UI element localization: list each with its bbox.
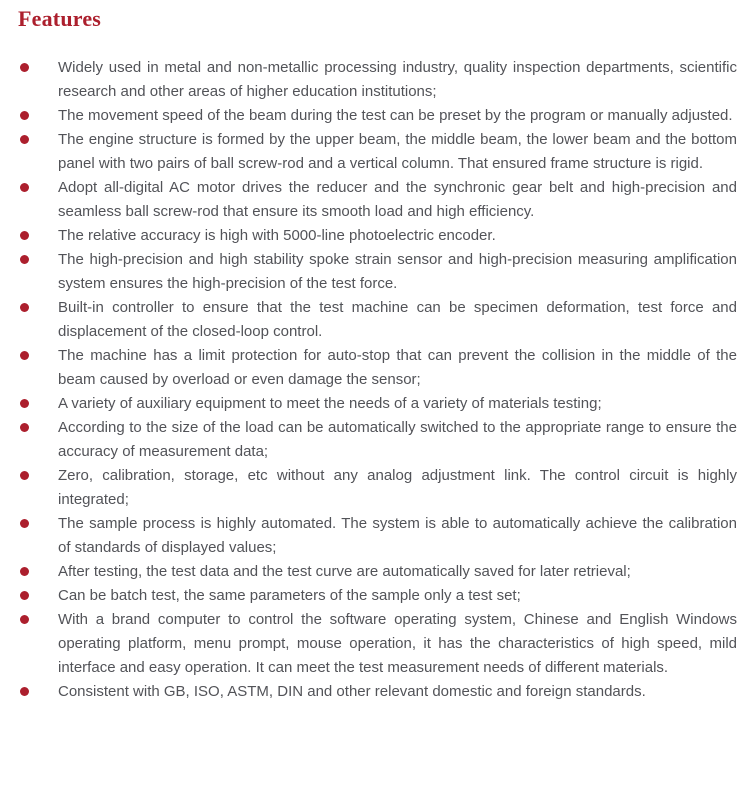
bullet-icon (20, 519, 29, 528)
bullet-icon (20, 399, 29, 408)
list-item (0, 248, 750, 296)
bullet-icon (20, 303, 29, 312)
list-item (0, 176, 750, 224)
bullet-icon (20, 63, 29, 72)
list-item (0, 464, 750, 512)
feature-list (0, 56, 750, 704)
list-item (0, 224, 750, 248)
list-item (0, 416, 750, 464)
list-item (0, 512, 750, 560)
list-item (0, 584, 750, 608)
feature-text: The sample process is highly automated. The system is able to automatically achieve the calibration of standards of displayed values; (58, 515, 737, 556)
list-item (0, 680, 750, 704)
feature-text: Widely used in metal and non-metallic processing industry, quality inspection departments, scientific research and other areas of higher education institutions; (58, 59, 737, 100)
bullet-icon (20, 615, 29, 624)
bullet-icon (20, 591, 29, 600)
bullet-icon (20, 255, 29, 264)
list-item (0, 104, 750, 128)
feature-text: After testing, the test data and the test curve are automatically saved for later retrieval; (58, 563, 631, 580)
feature-text: The engine structure is formed by the upper beam, the middle beam, the lower beam and the bottom panel with two pairs of ball screw-rod and a vertical column. That ensured frame structure is rigid. (58, 131, 737, 172)
list-item (0, 56, 750, 104)
list-item (0, 344, 750, 392)
bullet-icon (20, 687, 29, 696)
feature-text: With a brand computer to control the software operating system, Chinese and English Windows operating platform, menu prompt, mouse operation, it has the characteristics of high speed, mild interface and easy operation. It can meet the test measurement needs of different materials. (58, 611, 737, 676)
bullet-icon (20, 231, 29, 240)
bullet-icon (20, 567, 29, 576)
feature-text: The machine has a limit protection for auto-stop that can prevent the collision in the middle of the beam caused by overload or even damage the sensor; (58, 347, 737, 388)
feature-text: The movement speed of the beam during the test can be preset by the program or manually adjusted. (58, 107, 733, 124)
list-item (0, 560, 750, 584)
bullet-icon (20, 111, 29, 120)
feature-text: Adopt all-digital AC motor drives the reducer and the synchronic gear belt and high-precision and seamless ball screw-rod that ensure its smooth load and high efficiency. (58, 179, 737, 220)
feature-text: According to the size of the load can be automatically switched to the appropriate range to ensure the accuracy of measurement data; (58, 419, 737, 460)
bullet-icon (20, 183, 29, 192)
bullet-icon (20, 423, 29, 432)
bullet-icon (20, 471, 29, 480)
feature-text: Can be batch test, the same parameters of the sample only a test set; (58, 587, 521, 604)
feature-text: A variety of auxiliary equipment to meet the needs of a variety of materials testing; (58, 395, 602, 412)
list-item (0, 392, 750, 416)
list-item (0, 608, 750, 680)
list-item (0, 296, 750, 344)
feature-text: The high-precision and high stability spoke strain sensor and high-precision measuring amplification system ensures the high-precision of the test force. (58, 251, 737, 292)
page-title: Features (18, 6, 102, 31)
feature-text: The relative accuracy is high with 5000-line photoelectric encoder. (58, 227, 496, 244)
list-item (0, 128, 750, 176)
feature-text: Consistent with GB, ISO, ASTM, DIN and other relevant domestic and foreign standards. (58, 683, 646, 700)
feature-text: Zero, calibration, storage, etc without any analog adjustment link. The control circuit is highly integrated; (58, 467, 737, 508)
bullet-icon (20, 351, 29, 360)
feature-text: Built-in controller to ensure that the test machine can be specimen deformation, test force and displacement of the closed-loop control. (58, 299, 737, 340)
bullet-icon (20, 135, 29, 144)
